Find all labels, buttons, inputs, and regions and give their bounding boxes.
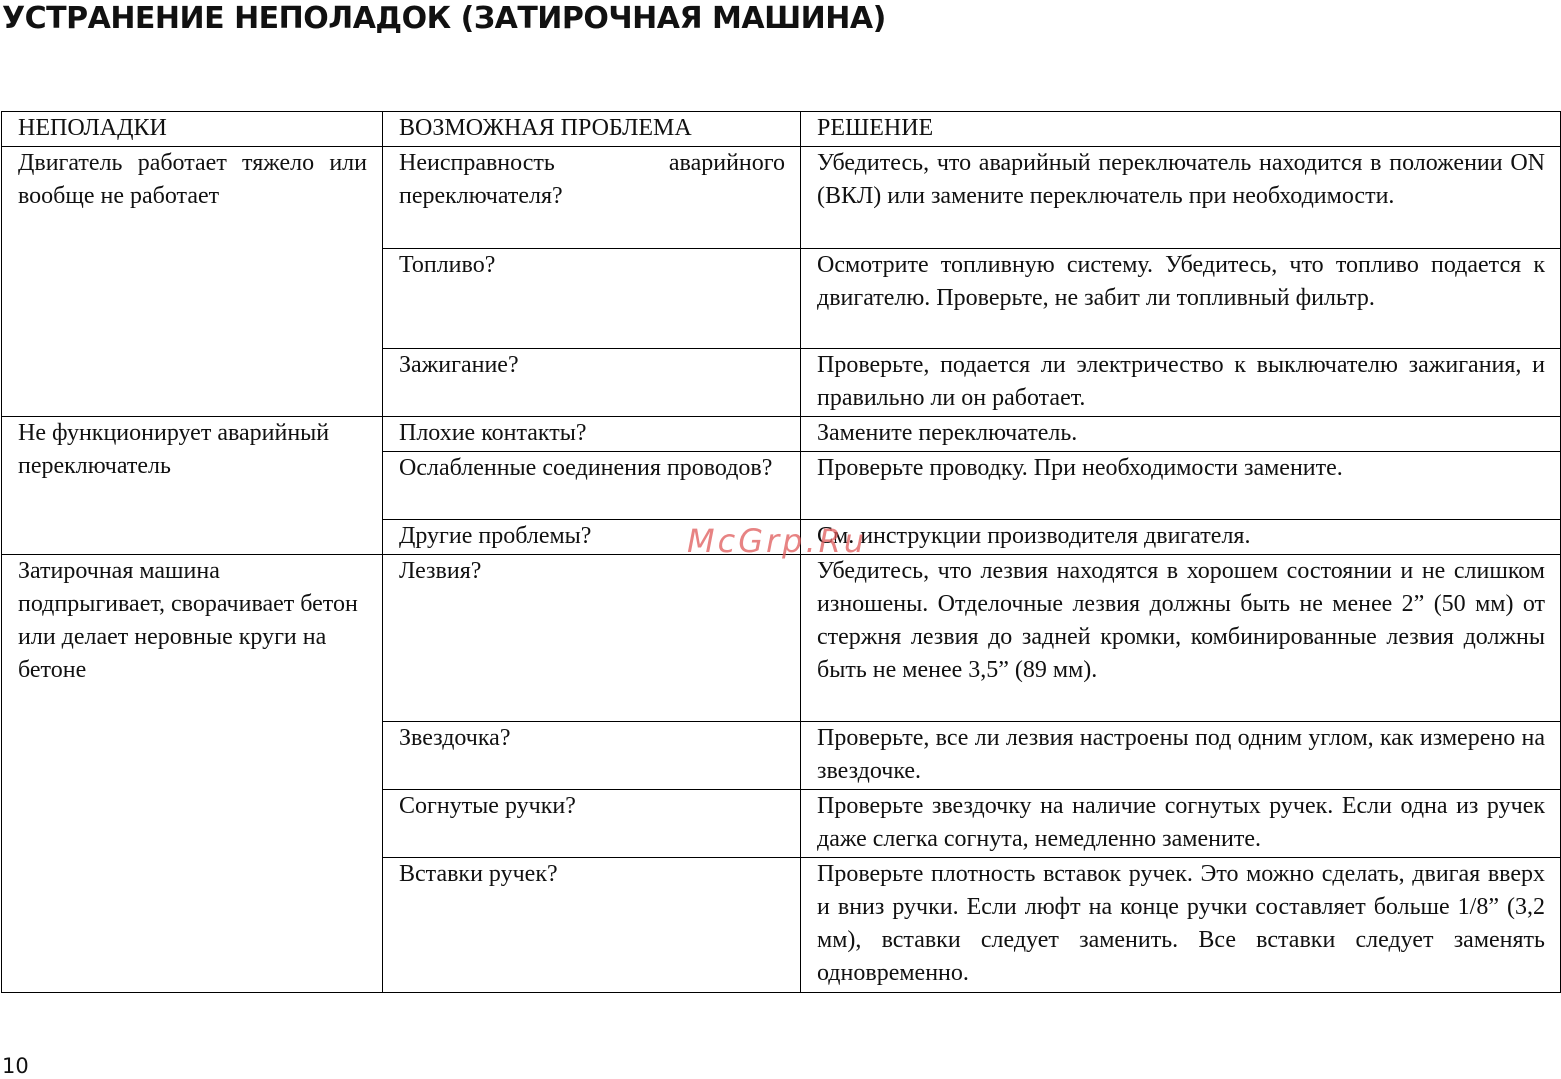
problem-cell: Плохие контакты? bbox=[383, 417, 801, 452]
page-title: УСТРАНЕНИЕ НЕПОЛАДОК (ЗАТИРОЧНАЯ МАШИНА) bbox=[2, 1, 886, 36]
solution-cell: См. инструкции производителя двигателя. bbox=[801, 520, 1561, 555]
solution-cell: Убедитесь, что лезвия находятся в хорошем состоянии и не слишком изношены. Отделочные лезвия должны быть не менее 2” (50 мм) от стержня лезвия до задней кромки, комбинированные лезвия должны быть не менее 3,5” (89 мм). bbox=[801, 555, 1561, 722]
fault-cell: Двигатель работает тяжело или вообще не работает bbox=[2, 147, 383, 417]
page-number: 10 bbox=[2, 1054, 29, 1078]
problem-cell: Лезвия? bbox=[383, 555, 801, 722]
problem-cell: Ослабленные соединения проводов? bbox=[383, 452, 801, 520]
problem-cell: Топливо? bbox=[383, 249, 801, 349]
problem-cell: Зажигание? bbox=[383, 349, 801, 417]
fault-cell: Затирочная машина подпрыгивает, сворачивает бетон или делает неровные круги на бетоне bbox=[2, 555, 383, 993]
solution-cell: Убедитесь, что аварийный переключатель находится в положении ON (ВКЛ) или замените переключатель при необходимости. bbox=[801, 147, 1561, 249]
solution-cell: Проверьте звездочку на наличие согнутых ручек. Если одна из ручек даже слегка согнута, немедленно замените. bbox=[801, 790, 1561, 858]
header-faults: НЕПОЛАДКИ bbox=[2, 112, 383, 147]
fault-cell: Не функционирует аварийный переключатель bbox=[2, 417, 383, 555]
solution-cell: Осмотрите топливную систему. Убедитесь, что топливо подается к двигателю. Проверьте, не забит ли топливный фильтр. bbox=[801, 249, 1561, 349]
solution-cell: Проверьте проводку. При необходимости замените. bbox=[801, 452, 1561, 520]
table-header-row bbox=[2, 112, 1561, 147]
header-solution: РЕШЕНИЕ bbox=[801, 112, 1561, 147]
problem-cell: Вставки ручек? bbox=[383, 858, 801, 993]
watermark: McGrp.Ru bbox=[687, 522, 868, 560]
problem-cell: Согнутые ручки? bbox=[383, 790, 801, 858]
table-row bbox=[2, 555, 1561, 722]
solution-cell: Проверьте, все ли лезвия настроены под одним углом, как измерено на звездочке. bbox=[801, 722, 1561, 790]
solution-cell: Проверьте плотность вставок ручек. Это можно сделать, двигая вверх и вниз ручки. Если люфт на конце ручки составляет больше 1/8” (3,2 мм), вставки следует заменить. Все вставки следует заменять одновременно. bbox=[801, 858, 1561, 993]
solution-cell: Проверьте, подается ли электричество к выключателю зажигания, и правильно ли он работает. bbox=[801, 349, 1561, 417]
header-possible-problem: ВОЗМОЖНАЯ ПРОБЛЕМА bbox=[383, 112, 801, 147]
solution-cell: Замените переключатель. bbox=[801, 417, 1561, 452]
problem-cell: Другие проблемы? bbox=[383, 520, 801, 555]
problem-cell: Звездочка? bbox=[383, 722, 801, 790]
table-row bbox=[2, 147, 1561, 249]
problem-cell: Неисправность аварийного переключателя? bbox=[383, 147, 801, 249]
table-row bbox=[2, 417, 1561, 452]
